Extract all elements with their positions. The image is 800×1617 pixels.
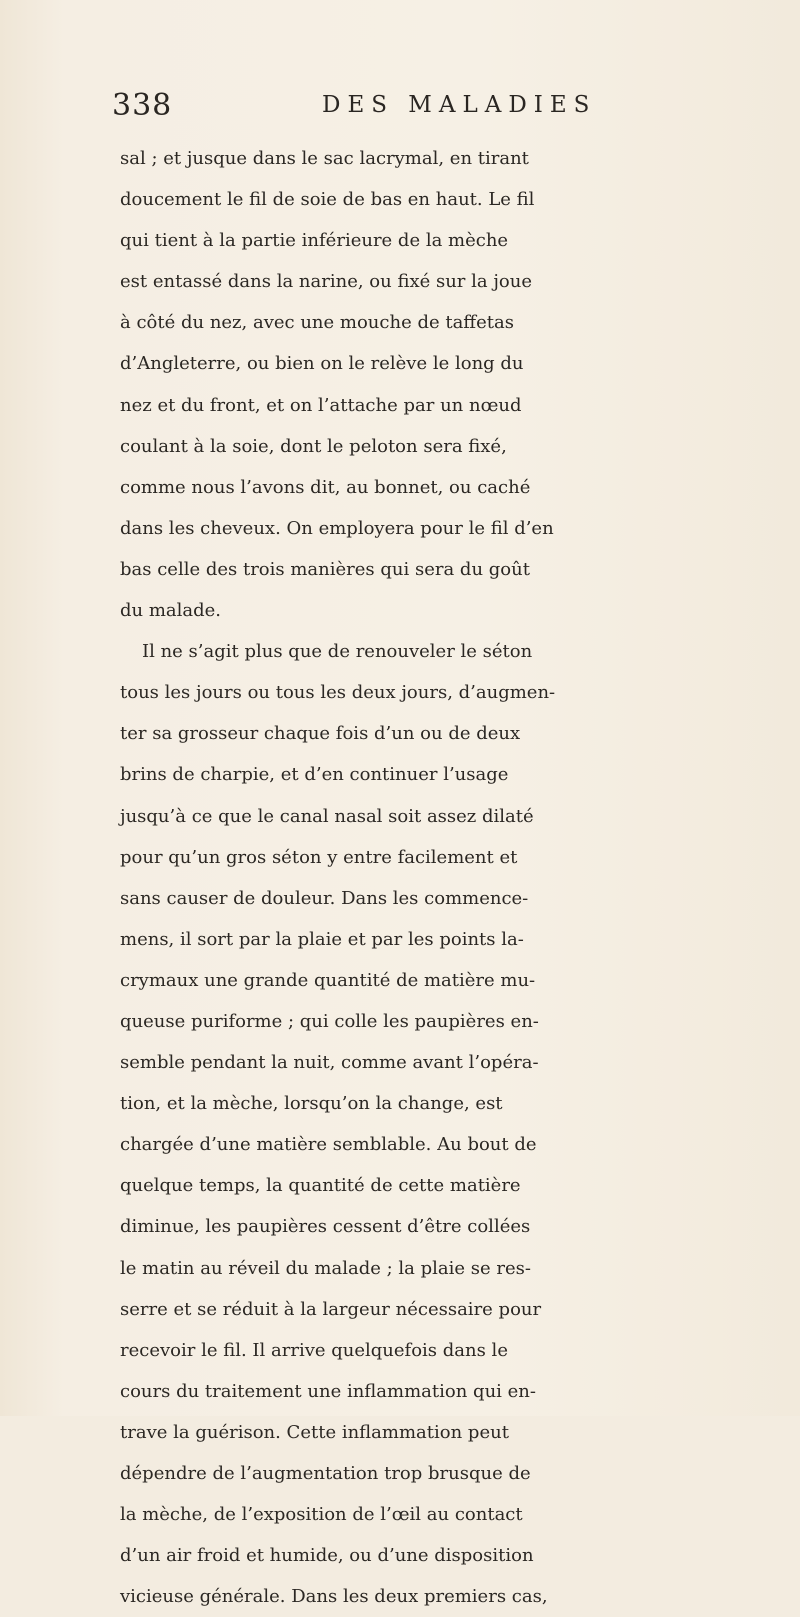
text-line: doucement le fil de soie de bas en haut. Le fil xyxy=(120,189,535,211)
page-header xyxy=(0,88,800,138)
text-line: la mèche, de l’exposition de l’œil au contact xyxy=(120,1504,523,1526)
text-line: comme nous l’avons dit, au bonnet, ou caché xyxy=(120,476,531,498)
text-line: nez et du front, et on l’attache par un nœud xyxy=(120,394,522,416)
page-number: 338 xyxy=(112,88,173,123)
text-line: coulant à la soie, dont le peloton sera fixé, xyxy=(120,435,507,457)
text-line: pour qu’un gros séton y entre facilement et xyxy=(120,846,518,868)
text-line: crymaux une grande quantité de matière mu- xyxy=(120,969,536,991)
text-line: queuse puriforme ; qui colle les paupières en- xyxy=(120,1010,539,1032)
text-line: du malade. xyxy=(120,600,222,622)
body-text xyxy=(120,138,800,1617)
text-line: d’un air froid et humide, ou d’une disposition xyxy=(120,1545,534,1567)
text-line: le matin au réveil du malade ; la plaie se res- xyxy=(120,1257,531,1279)
text-line: dépendre de l’augmentation trop brusque de xyxy=(120,1463,531,1484)
text-line: jusqu’à ce que le canal nasal soit assez dilaté xyxy=(120,805,534,827)
text-line: tion, et la mèche, lorsqu’on la change, est xyxy=(120,1093,503,1115)
paragraph-start-line: Il ne s’agit plus que de renouveler le séton xyxy=(142,641,533,663)
text-line: serre et se réduit à la largeur nécessaire pour xyxy=(120,1298,542,1320)
text-line: brins de charpie, et d’en continuer l’usage xyxy=(120,764,509,786)
text-line: bas celle des trois manières qui sera du goût xyxy=(120,558,530,580)
text-line: chargée d’une matière semblable. Au bout de xyxy=(120,1134,537,1156)
text-line: recevoir le fil. Il arrive quelquefois dans le xyxy=(120,1339,508,1361)
text-line: diminue, les paupières cessent d’être collées xyxy=(120,1216,531,1238)
text-line: semble pendant la nuit, comme avant l’opéra- xyxy=(120,1052,539,1074)
text-line: qui tient à la partie inférieure de la mèche xyxy=(120,230,509,252)
running-head: DES MALADIES xyxy=(322,92,597,118)
text-line: quelque temps, la quantité de cette matière xyxy=(120,1175,521,1197)
text-line: trave la guérison. Cette inflammation peut xyxy=(120,1421,509,1443)
text-line: d’Angleterre, ou bien on le relève le long du xyxy=(120,353,524,375)
text-line: mens, il sort par la plaie et par les points la- xyxy=(120,928,524,950)
text-line: sans causer de douleur. Dans les commence- xyxy=(120,887,529,909)
text-line: tous les jours ou tous les deux jours, d’augmen- xyxy=(120,682,556,704)
text-line: à côté du nez, avec une mouche de taffetas xyxy=(120,312,514,334)
text-line: cours du traitement une inflammation qui en- xyxy=(120,1380,536,1402)
text-line: vicieuse générale. Dans les deux premiers cas, xyxy=(120,1586,548,1608)
text-line: ter sa grosseur chaque fois d’un ou de deux xyxy=(120,723,521,745)
text-line: dans les cheveux. On employera pour le fil d’en xyxy=(120,517,554,539)
text-line: est entassé dans la narine, ou fixé sur la joue xyxy=(120,271,533,293)
text-line: sal ; et jusque dans le sac lacrymal, en tirant xyxy=(120,148,529,169)
